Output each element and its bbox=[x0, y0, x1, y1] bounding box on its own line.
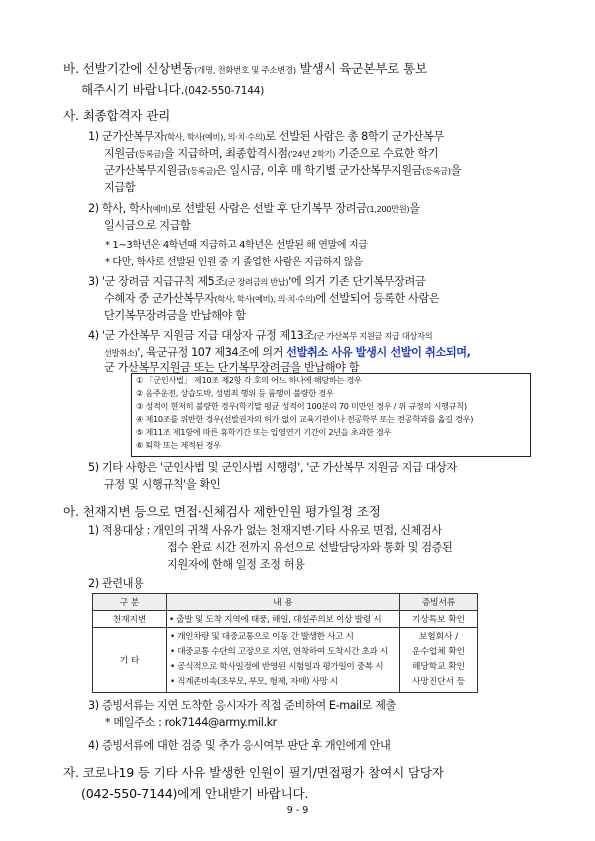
table-cell-line: 사망진단서 등 bbox=[411, 677, 466, 687]
text: 수혜자 중 군가산복무자 bbox=[104, 292, 215, 305]
table-cell-line: 운수업체 확인 bbox=[411, 647, 466, 657]
table-row bbox=[93, 611, 478, 628]
cancel-reason: ② 음주운전, 상습도박, 성범죄 행위 등 품행이 불량한 경우 bbox=[136, 388, 334, 398]
table-header: 내 용 bbox=[167, 594, 400, 611]
cancel-reason: ① 「군인사법」 제10조 제2항 각 호의 어느 하나에 해당하는 경우 bbox=[136, 375, 362, 385]
related-content-table bbox=[92, 593, 478, 693]
table-cell-line: • 대중교통 수단의 고장으로 지연, 연착하여 도착시간 초과 시 bbox=[170, 647, 388, 657]
text: 은 일시금, 이후 매 학기별 군가산복무지원금 bbox=[215, 164, 423, 177]
text: (등록금) bbox=[135, 149, 164, 159]
page-number: 9 - 9 bbox=[286, 805, 309, 816]
text: 1) 군가산복무자 bbox=[88, 130, 165, 143]
table-cell-line: • 직계존비속(조부모, 부모, 형제, 자매) 사망 시 bbox=[170, 677, 338, 687]
apply-target-line-1: 1) 적용대상 : 개인의 귀책 사유가 없는 천재지변·기타 사유로 면접, 신체검사 bbox=[88, 524, 442, 537]
text: (등록금) bbox=[187, 166, 216, 176]
text: 에 선발되어 등록한 사람은 bbox=[315, 292, 440, 305]
text: 지원금 bbox=[104, 147, 136, 160]
evidence-submit: 3) 증빙서류는 지연 도착한 응시자가 직접 준비하여 E-mail로 제출 bbox=[88, 699, 396, 712]
text: 군가산복무지원금 bbox=[104, 164, 188, 177]
item-1-line-1 bbox=[88, 128, 444, 144]
item-2-line-1 bbox=[88, 200, 420, 216]
text: 로 선발된 사람은 선발 후 단기복무 장려금 bbox=[170, 202, 367, 215]
item-2-line-2: 일시금으로 지급함 bbox=[104, 219, 191, 232]
table-cell-line: 해당학교 확인 bbox=[411, 662, 466, 672]
text: 선발취소) bbox=[104, 348, 138, 358]
table-cell-line: • 개인차량 및 대중교통으로 이동 간 발생한 사고 시 bbox=[170, 632, 354, 642]
text: ', 육군규정 107 제34조에 의거 bbox=[137, 346, 287, 359]
cancel-reason: ③ 성적이 현저히 불량한 경우(학기말 평균 성적이 100분의 70 미만인 경우 / 위 규정의 시행규칙) bbox=[136, 401, 467, 411]
text: 2) 학사, 학사 bbox=[88, 202, 150, 215]
cancel-reason: ⑤ 제11조 제1항에 따른 휴학기간 또는 입영연기 기간이 2년을 초과한 경우 bbox=[136, 427, 392, 437]
item-4-line-3: 군 가산복무지원금 또는 단기복무장려금을 반납해야 함 bbox=[104, 361, 360, 374]
section-heading: 사. 최종합격자 관리 bbox=[63, 108, 171, 123]
item-2-bullet-2: * 다만, 학사로 선발된 인원 중 기 졸업한 사람은 지급하지 않음 bbox=[105, 257, 363, 268]
cancel-reasons-box bbox=[131, 373, 531, 457]
covid-notice-line-1: 자. 코로나19 등 기타 사유 발생한 인원이 필기/면접평가 참여시 담당자 bbox=[63, 765, 444, 780]
table-header-row bbox=[93, 594, 478, 611]
text: (예비) bbox=[149, 204, 171, 214]
table-cell: • 출발 및 도착 지역에 태풍, 해일, 대설주의보 이상 발령 시 bbox=[167, 611, 400, 628]
highlight-text: 선발취소 사유 발생시 선발이 취소되며, bbox=[286, 346, 471, 359]
text: 을 bbox=[409, 202, 420, 215]
text: 을 bbox=[450, 164, 462, 177]
text: 해주시기 바랍니다. bbox=[81, 82, 185, 97]
evidence-verify: 4) 증빙서류에 대한 검증 및 추가 응시여부 판단 후 개인에게 안내 bbox=[88, 739, 391, 752]
email-address: * 메일주소 : rok7144@army.mil.kr bbox=[105, 716, 277, 729]
text: (등록금) bbox=[422, 166, 451, 176]
text: 발생시 육군본부로 통보 bbox=[295, 61, 427, 76]
text: 4) '군 가산복무 지원금 지급 대상자 규정 제13조 bbox=[88, 329, 314, 342]
item-4-line-2 bbox=[104, 344, 471, 360]
text: ('24년 2학기) bbox=[287, 149, 335, 159]
text: (학사, 학사(예비), 의·치·수의) bbox=[164, 132, 266, 142]
related-content-label: 2) 관련내용 bbox=[88, 577, 144, 590]
cancel-reason: ⑥ 퇴학 또는 제적된 경우 bbox=[136, 440, 221, 450]
text: 3) '군 장려금 지급규칙 제5조 bbox=[88, 275, 225, 288]
item-4-line-1 bbox=[88, 327, 432, 343]
item-1-line-3 bbox=[104, 162, 461, 178]
table-cell-line: • 공식적으로 학사일정에 반영된 시험일과 평가일이 중복 시 bbox=[170, 662, 384, 672]
item-3-line-3: 단기복무장려금을 반납해야 함 bbox=[104, 309, 246, 322]
text: (군 가산복무 지원금 지급 대상자의 bbox=[313, 331, 433, 341]
text: (1,200만원) bbox=[366, 204, 410, 214]
text: 을 지급하며, 최종합격시점 bbox=[163, 147, 288, 160]
text: 기준으로 수료한 학기 bbox=[335, 147, 439, 160]
text: (개명, 전화번호 및 주소변경) bbox=[194, 65, 296, 75]
table-cell-line: 보험회사 / bbox=[418, 632, 459, 642]
table-cell bbox=[167, 628, 400, 693]
table-header: 증빙서류 bbox=[400, 594, 478, 611]
item-1-line-2 bbox=[104, 145, 438, 161]
covid-notice-line-2: (042-550-7144)에게 안내받기 바랍니다. bbox=[81, 786, 309, 801]
cancel-reason: ④ 제10조를 위반한 경우(선발권자의 허가 없이 교육기관이나 전공학부 또는 전공학과를 옮길 경우) bbox=[136, 414, 474, 424]
text: 바. 선발기간에 신상변동 bbox=[63, 61, 195, 76]
item-3-line-1 bbox=[88, 273, 425, 289]
apply-target-line-2: 접수 완료 시간 전까지 유선으로 선발담당자와 통화 및 검증된 bbox=[167, 541, 453, 554]
item-5-line-2: 규정 및 시행규칙'을 확인 bbox=[104, 478, 221, 491]
item-1-line-4: 지급함 bbox=[104, 181, 136, 194]
apply-target-line-3: 지원자에 한해 일정 조정 허용 bbox=[167, 558, 305, 571]
notice-change-cont bbox=[81, 79, 264, 98]
phone-number: (042-550-7144) bbox=[184, 85, 265, 97]
table-cell: 천재지변 bbox=[93, 611, 167, 628]
text: (군 장려금의 반납) bbox=[224, 277, 289, 287]
table-row bbox=[93, 628, 478, 693]
table-header: 구 분 bbox=[93, 594, 167, 611]
table-cell: 기상특보 확인 bbox=[400, 611, 478, 628]
item-2-bullet-1: * 1~3학년은 4학년때 지급하고 4학년은 선발된 해 연말에 지급 bbox=[105, 240, 368, 251]
notice-change bbox=[63, 58, 427, 77]
text: 로 선발된 사람은 총 8학기 군가산복무 bbox=[265, 130, 444, 143]
text: (학사, 학사(예비), 의·치·수의) bbox=[214, 294, 316, 304]
table-cell: 기 타 bbox=[93, 628, 167, 693]
section-heading: 아. 천재지변 등으로 면접·신체검사 제한인원 평가일정 조정 bbox=[63, 504, 381, 519]
item-3-line-2 bbox=[104, 290, 439, 306]
item-5-line-1: 5) 기타 사항은 '군인사법 및 군인사법 시행령', '군 가산복무 지원금 지급 대상자 bbox=[88, 461, 457, 474]
table-cell bbox=[400, 628, 478, 693]
text: '에 의거 기존 단기복무장려금 bbox=[288, 275, 426, 288]
